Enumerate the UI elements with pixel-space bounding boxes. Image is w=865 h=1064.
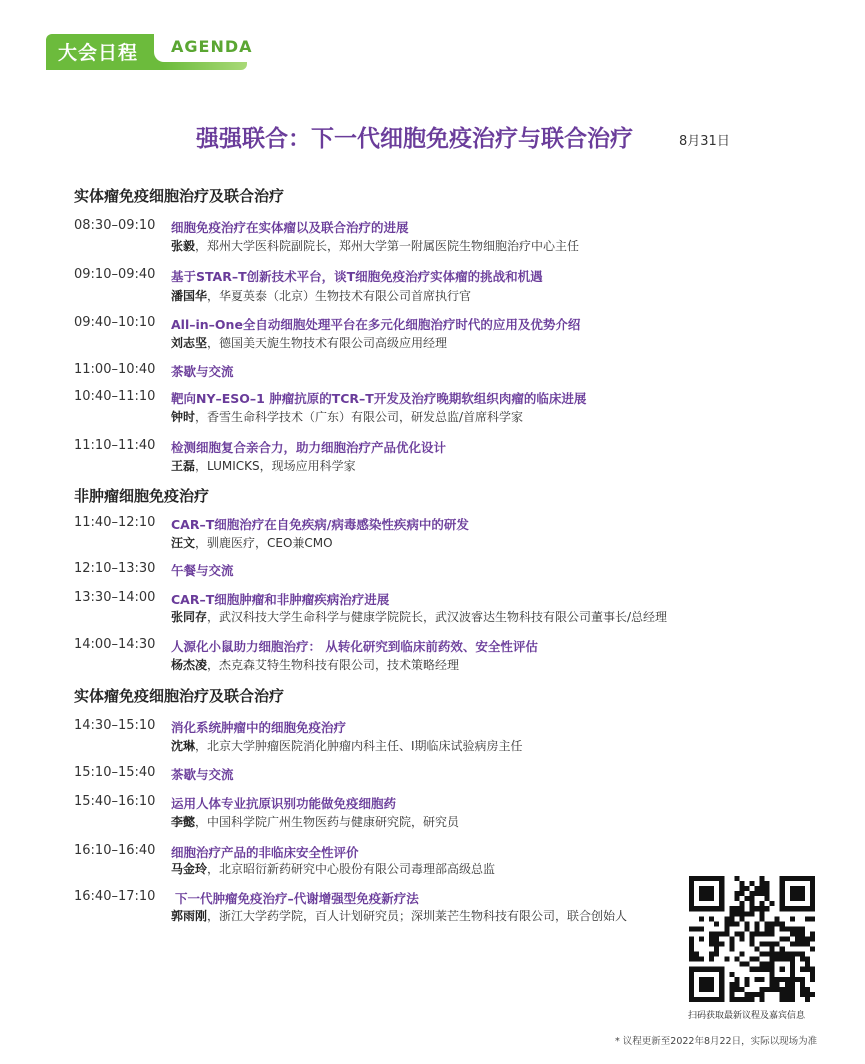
- speaker-info: ，杰克森艾特生物科技有限公司，技术策略经理: [207, 658, 460, 672]
- agenda-topic: 茶歇与交流: [171, 767, 234, 782]
- speaker-name: 沈琳: [171, 739, 196, 753]
- speaker-info: ，北京大学肿瘤医院消化肿瘤内科主任、I期临床试验病房主任: [195, 739, 523, 753]
- section-title: 实体瘤免疫细胞治疗及联合治疗: [74, 187, 285, 205]
- speaker-name: 钟时: [171, 410, 196, 424]
- agenda-topic: 检测细胞复合亲合力，助力细胞治疗产品优化设计: [171, 440, 447, 455]
- agenda-speaker: [171, 287, 471, 304]
- speaker-info: ，武汉科技大学生命科学与健康学院院长，武汉波睿达生物科技有限公司董事长/总经理: [207, 610, 668, 624]
- agenda-time: 15:40–16:10: [74, 794, 156, 809]
- agenda-topic: 下一代肿瘤免疫治疗–代谢增强型免疫新疗法: [175, 891, 419, 906]
- qr-caption: 扫码获取最新议程及嘉宾信息: [688, 1011, 806, 1021]
- footnote: * 议程更新至2022年8月22日，实际以现场为准: [615, 1036, 818, 1047]
- agenda-time: 16:10–16:40: [74, 843, 156, 858]
- agenda-speaker: [171, 408, 523, 425]
- speaker-name: 潘国华: [171, 289, 208, 303]
- qr-code-image: [689, 876, 815, 1002]
- speaker-name: 郭雨刚: [171, 909, 208, 923]
- speaker-name: 张同存: [171, 610, 208, 624]
- agenda-topic: 靶向NY–ESO–1 肿瘤抗原的TCR–T开发及治疗晚期软组织肉瘤的临床进展: [171, 391, 587, 406]
- agenda-time: 09:40–10:10: [74, 315, 156, 330]
- speaker-info: ，北京昭衍新药研究中心股份有限公司毒理部高级总监: [207, 862, 496, 876]
- agenda-speaker: [171, 737, 523, 754]
- agenda-topic: 午餐与交流: [171, 563, 234, 578]
- agenda-time: 11:10–11:40: [74, 438, 156, 453]
- speaker-info: ，华夏英泰（北京）生物技术有限公司首席执行官: [207, 289, 472, 303]
- speaker-info: ，驯鹿医疗，CEO兼CMO: [195, 536, 333, 550]
- speaker-name: 马金玲: [171, 862, 208, 876]
- agenda-title-en: AGENDA: [171, 37, 253, 56]
- agenda-time: 14:30–15:10: [74, 718, 156, 733]
- speaker-info: ，LUMICKS，现场应用科学家: [195, 459, 356, 473]
- agenda-time: 13:30–14:00: [74, 590, 156, 605]
- speaker-info: ，香雪生命科学技术（广东）有限公司，研发总监/首席科学家: [195, 410, 524, 424]
- agenda-speaker: [171, 457, 356, 474]
- speaker-info: ，浙江大学药学院，百人计划研究员；深圳莱芒生物科技有限公司，联合创始人: [207, 909, 628, 923]
- session-title: 强强联合：下一代细胞免疫治疗与联合治疗: [196, 126, 633, 152]
- agenda-topic: 运用人体专业抗原识别功能做免疫细胞药: [171, 796, 397, 811]
- session-date: 8月31日: [679, 134, 730, 149]
- agenda-topic: 消化系统肿瘤中的细胞免疫治疗: [171, 720, 347, 735]
- agenda-topic: 细胞治疗产品的非临床安全性评价: [171, 845, 359, 860]
- agenda-time: 16:40–17:10: [74, 889, 156, 904]
- agenda-time: 10:40–11:10: [74, 389, 156, 404]
- speaker-name: 李懿: [171, 815, 196, 829]
- agenda-time: 15:10–15:40: [74, 765, 156, 780]
- agenda-topic: All–in–One全自动细胞处理平台在多元化细胞治疗时代的应用及优势介绍: [171, 317, 581, 332]
- agenda-topic: 细胞免疫治疗在实体瘤以及联合治疗的进展: [171, 220, 409, 235]
- agenda-topic: CAR–T细胞肿瘤和非肿瘤疾病治疗进展: [171, 592, 390, 607]
- agenda-speaker: [171, 334, 447, 351]
- speaker-name: 张毅: [171, 239, 196, 253]
- agenda-time: 09:10–09:40: [74, 267, 156, 282]
- agenda-speaker: [171, 237, 579, 254]
- agenda-topic: 基于STAR–T创新技术平台，谈T细胞免疫治疗实体瘤的挑战和机遇: [171, 269, 543, 284]
- agenda-time: 08:30–09:10: [74, 218, 156, 233]
- agenda-speaker: [171, 813, 459, 830]
- agenda-topic: 人源化小鼠助力细胞治疗： 从转化研究到临床前药效、安全性评估: [171, 639, 538, 654]
- agenda-time: 11:40–12:10: [74, 515, 156, 530]
- agenda-topic: 茶歇与交流: [171, 364, 234, 379]
- speaker-name: 王磊: [171, 459, 196, 473]
- agenda-time: 11:00–10:40: [74, 362, 156, 377]
- agenda-speaker: [171, 860, 495, 877]
- agenda-speaker: [171, 907, 627, 924]
- speaker-info: ，郑州大学医科院副院长，郑州大学第一附属医院生物细胞治疗中心主任: [195, 239, 580, 253]
- speaker-name: 刘志坚: [171, 336, 208, 350]
- agenda-time: 12:10–13:30: [74, 561, 156, 576]
- speaker-name: 杨杰凌: [171, 658, 208, 672]
- agenda-speaker: [171, 656, 459, 673]
- agenda-time: 14:00–14:30: [74, 637, 156, 652]
- section-title: 实体瘤免疫细胞治疗及联合治疗: [74, 687, 285, 705]
- section-title: 非肿瘤细胞免疫治疗: [74, 487, 210, 505]
- agenda-title-cn: 大会日程: [58, 42, 139, 64]
- speaker-name: 汪文: [171, 536, 196, 550]
- agenda-speaker: [171, 534, 333, 551]
- agenda-speaker: [171, 608, 667, 625]
- speaker-info: ，德国美天旎生物技术有限公司高级应用经理: [207, 336, 448, 350]
- agenda-topic: CAR–T细胞治疗在自免疾病/病毒感染性疾病中的研发: [171, 517, 469, 532]
- speaker-info: ，中国科学院广州生物医药与健康研究院，研究员: [195, 815, 460, 829]
